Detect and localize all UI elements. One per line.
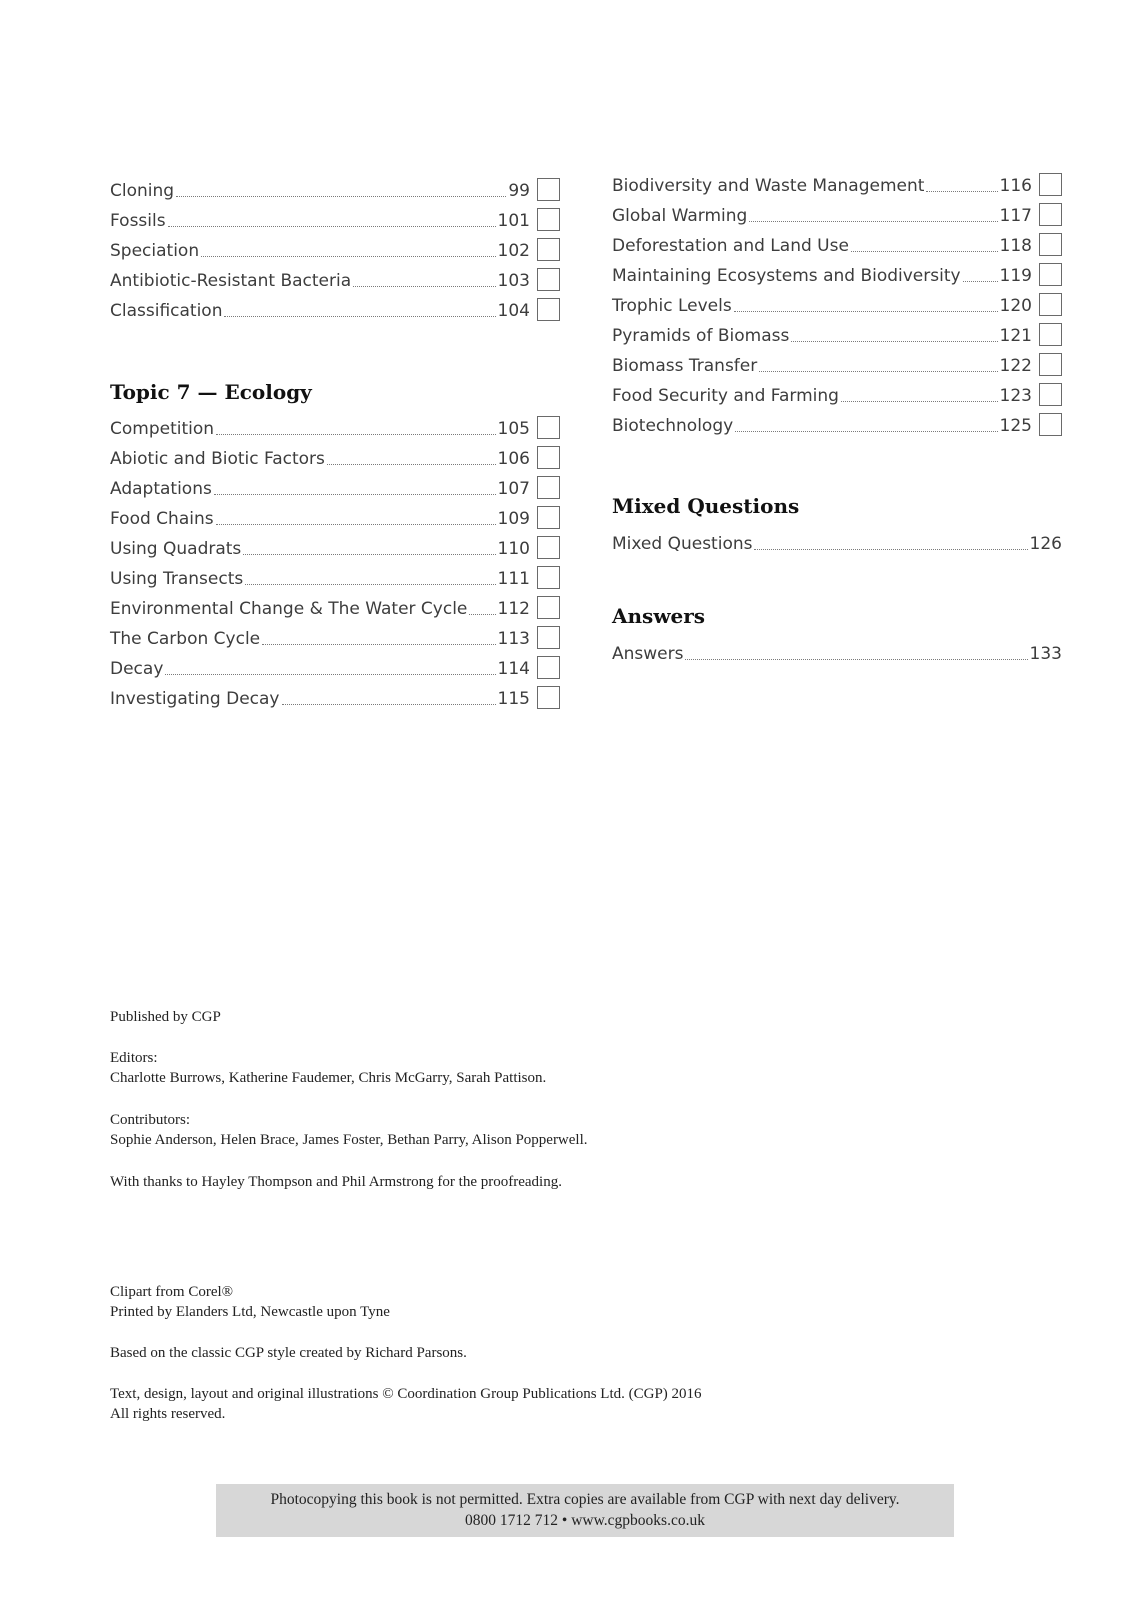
toc-entry[interactable] — [110, 440, 560, 470]
progress-checkbox[interactable] — [537, 416, 560, 439]
toc-entry[interactable] — [110, 650, 560, 680]
toc-entry-title: Using Quadrats — [110, 539, 242, 559]
toc-entry-page: 115 — [497, 689, 530, 709]
progress-checkbox[interactable] — [537, 298, 560, 321]
toc-entry[interactable] — [110, 680, 560, 710]
contributors-label: Contributors: — [110, 1112, 191, 1128]
toc-entry-title: Food Security and Farming — [612, 386, 839, 406]
toc-entry-title: Abiotic and Biotic Factors — [110, 449, 325, 469]
photocopy-notice-text: Photocopying this book is not permitted. Extra copies are available from CGP with next day delivery. — [270, 1491, 900, 1508]
toc-entry-title: Environmental Change & The Water Cycle — [110, 599, 468, 619]
toc-entry-title: Trophic Levels — [612, 296, 732, 316]
photocopy-notice — [216, 1484, 954, 1537]
toc-entry-title: Competition — [110, 419, 215, 439]
dot-leader — [353, 286, 495, 287]
toc-entry[interactable] — [110, 620, 560, 650]
toc-entry[interactable] — [612, 197, 1062, 227]
toc-entry-page: 112 — [497, 599, 530, 619]
progress-checkbox[interactable] — [537, 238, 560, 261]
toc-entry-page: 109 — [497, 509, 530, 529]
toc-entry-page: 107 — [497, 479, 530, 499]
progress-checkbox[interactable] — [537, 506, 560, 529]
dot-leader — [168, 226, 496, 227]
dot-leader — [963, 281, 998, 282]
toc-entry-title: Investigating Decay — [110, 689, 280, 709]
toc-entry-page: 116 — [999, 176, 1032, 196]
progress-checkbox[interactable] — [537, 656, 560, 679]
dot-leader — [282, 704, 496, 705]
dot-leader — [216, 434, 496, 435]
toc-entry[interactable] — [110, 232, 560, 262]
section-heading-mixed-questions: Mixed Questions — [612, 494, 800, 518]
toc-entry-title: Maintaining Ecosystems and Biodiversity — [612, 266, 961, 286]
toc-entry-title: Biodiversity and Waste Management — [612, 176, 925, 196]
dot-leader — [224, 316, 495, 317]
section-heading-topic-7: Topic 7 — Ecology — [110, 380, 312, 404]
toc-entry-title: Global Warming — [612, 206, 748, 226]
dot-leader — [734, 311, 998, 312]
toc-entry-page: 125 — [999, 416, 1032, 436]
toc-entry[interactable] — [110, 292, 560, 322]
toc-entry-page: 118 — [999, 236, 1032, 256]
contributors-names: Sophie Anderson, Helen Brace, James Foster, Bethan Parry, Alison Popperwell. — [110, 1132, 588, 1148]
rights-line: All rights reserved. — [110, 1406, 226, 1422]
contact-line: 0800 1712 712 • www.cgpbooks.co.uk — [465, 1512, 705, 1529]
toc-entry[interactable] — [110, 560, 560, 590]
section-heading-answers: Answers — [612, 604, 706, 628]
dot-leader — [841, 401, 998, 402]
toc-entry[interactable] — [612, 227, 1062, 257]
toc-entry-page: 119 — [999, 266, 1032, 286]
progress-checkbox[interactable] — [537, 596, 560, 619]
dot-leader — [262, 644, 495, 645]
dot-leader — [759, 371, 997, 372]
toc-entry-page: 111 — [497, 569, 530, 589]
toc-entry-title: Biotechnology — [612, 416, 734, 436]
toc-entry[interactable] — [612, 525, 1062, 555]
toc-entry[interactable] — [612, 317, 1062, 347]
dot-leader — [245, 584, 495, 585]
dot-leader — [327, 464, 496, 465]
progress-checkbox[interactable] — [1039, 413, 1062, 436]
clipart-credit: Clipart from Corel® — [110, 1284, 234, 1300]
dot-leader — [735, 431, 997, 432]
toc-entry[interactable] — [110, 202, 560, 232]
progress-checkbox[interactable] — [1039, 323, 1062, 346]
toc-entry[interactable] — [110, 590, 560, 620]
toc-entry-title: Cloning — [110, 181, 175, 201]
progress-checkbox[interactable] — [1039, 263, 1062, 286]
progress-checkbox[interactable] — [537, 268, 560, 291]
toc-entry-title: The Carbon Cycle — [110, 629, 261, 649]
toc-entry-title: Answers — [612, 644, 684, 664]
toc-entry[interactable] — [612, 287, 1062, 317]
dot-leader — [214, 494, 496, 495]
toc-entry-title: Adaptations — [110, 479, 212, 499]
toc-entry-page: 106 — [497, 449, 530, 469]
dot-leader — [165, 674, 495, 675]
progress-checkbox[interactable] — [537, 446, 560, 469]
progress-checkbox[interactable] — [537, 476, 560, 499]
toc-entry-page: 122 — [999, 356, 1032, 376]
toc-entry[interactable] — [110, 470, 560, 500]
editors-names: Charlotte Burrows, Katherine Faudemer, Chris McGarry, Sarah Pattison. — [110, 1070, 547, 1086]
toc-entry-page: 103 — [497, 271, 530, 291]
toc-entry-page: 104 — [497, 301, 530, 321]
toc-entry-title: Pyramids of Biomass — [612, 326, 790, 346]
toc-entry-page: 126 — [1029, 534, 1062, 554]
progress-checkbox[interactable] — [1039, 353, 1062, 376]
dot-leader — [176, 196, 506, 197]
copyright-line: Text, design, layout and original illustrations © Coordination Group Publications Ltd. (CGP) 2016 — [110, 1386, 702, 1402]
progress-checkbox[interactable] — [1039, 173, 1062, 196]
progress-checkbox[interactable] — [537, 626, 560, 649]
toc-entry[interactable] — [612, 377, 1062, 407]
toc-entry[interactable] — [110, 262, 560, 292]
toc-entry-page: 99 — [508, 181, 530, 201]
toc-entry-title: Antibiotic-Resistant Bacteria — [110, 271, 352, 291]
toc-entry-title: Deforestation and Land Use — [612, 236, 849, 256]
toc-entry-page: 114 — [497, 659, 530, 679]
dot-leader — [749, 221, 997, 222]
toc-entry-title: Food Chains — [110, 509, 214, 529]
thanks-line: With thanks to Hayley Thompson and Phil Armstrong for the proofreading. — [110, 1174, 562, 1190]
toc-entry[interactable] — [612, 407, 1062, 437]
toc-entry-title: Speciation — [110, 241, 200, 261]
toc-entry-title: Classification — [110, 301, 223, 321]
toc-entry-page: 120 — [999, 296, 1032, 316]
dot-leader — [201, 256, 495, 257]
toc-entry[interactable] — [110, 410, 560, 440]
progress-checkbox[interactable] — [537, 208, 560, 231]
dot-leader — [243, 554, 495, 555]
toc-entry[interactable] — [612, 167, 1062, 197]
toc-entry-title: Using Transects — [110, 569, 244, 589]
toc-entry[interactable] — [612, 257, 1062, 287]
toc-entry-page: 123 — [999, 386, 1032, 406]
toc-entry-page: 101 — [497, 211, 530, 231]
progress-checkbox[interactable] — [537, 536, 560, 559]
toc-entry-page: 105 — [497, 419, 530, 439]
toc-entry-title: Decay — [110, 659, 164, 679]
toc-entry-title: Mixed Questions — [612, 534, 753, 554]
dot-leader — [851, 251, 998, 252]
progress-checkbox[interactable] — [537, 686, 560, 709]
progress-checkbox[interactable] — [1039, 383, 1062, 406]
toc-entry-page: 133 — [1029, 644, 1062, 664]
toc-entry-page: 113 — [497, 629, 530, 649]
printer-credit: Printed by Elanders Ltd, Newcastle upon Tyne — [110, 1304, 390, 1320]
toc-entry-title: Fossils — [110, 211, 166, 231]
editors-label: Editors: — [110, 1050, 158, 1066]
toc-entry-title: Biomass Transfer — [612, 356, 758, 376]
dot-leader — [685, 659, 1027, 660]
toc-entry-page: 110 — [497, 539, 530, 559]
progress-checkbox[interactable] — [1039, 293, 1062, 316]
toc-entry[interactable] — [612, 347, 1062, 377]
progress-checkbox[interactable] — [537, 178, 560, 201]
dot-leader — [216, 524, 496, 525]
progress-checkbox[interactable] — [1039, 233, 1062, 256]
toc-entry-page: 117 — [999, 206, 1032, 226]
toc-entry[interactable] — [110, 530, 560, 560]
dot-leader — [754, 549, 1027, 550]
toc-entry-page: 121 — [999, 326, 1032, 346]
dot-leader — [469, 614, 495, 615]
toc-entry[interactable] — [110, 500, 560, 530]
toc-entry-page: 102 — [497, 241, 530, 261]
publisher-line: Published by CGP — [110, 1009, 221, 1025]
style-credit: Based on the classic CGP style created by Richard Parsons. — [110, 1345, 467, 1361]
progress-checkbox[interactable] — [537, 566, 560, 589]
dot-leader — [926, 191, 997, 192]
toc-entry[interactable] — [612, 635, 1062, 665]
toc-entry[interactable] — [110, 172, 560, 202]
progress-checkbox[interactable] — [1039, 203, 1062, 226]
dot-leader — [791, 341, 997, 342]
